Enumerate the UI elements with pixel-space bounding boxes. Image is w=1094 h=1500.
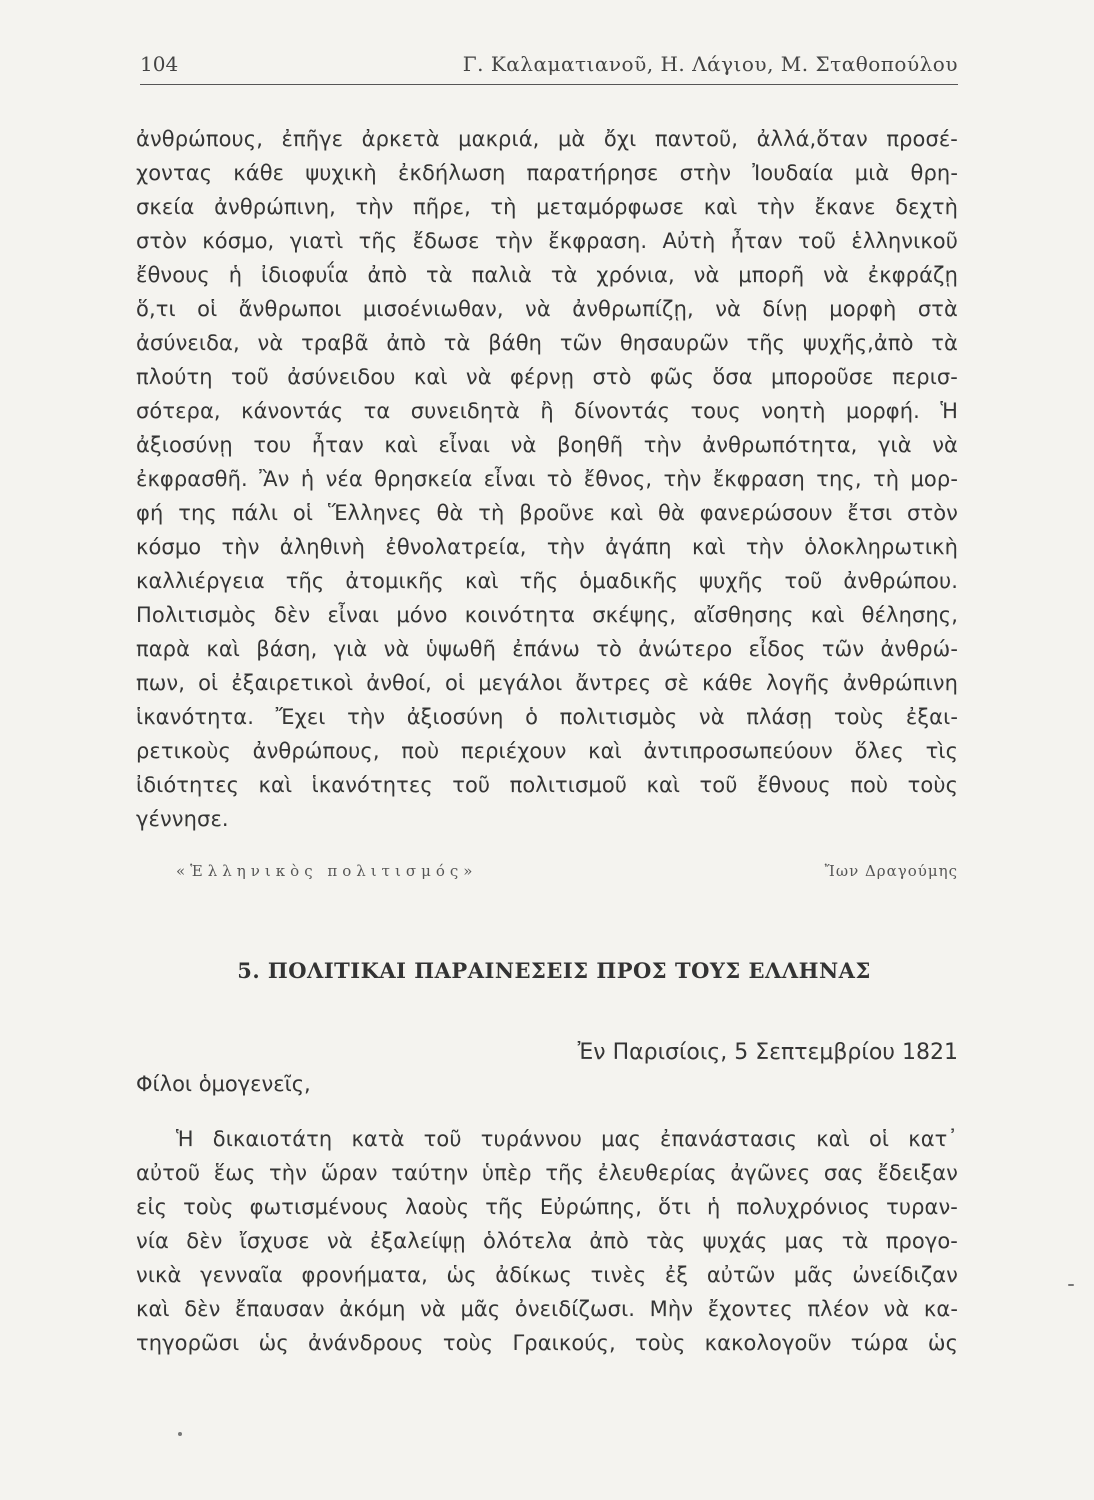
text-line: αὐτοῦ ἕως τὴν ὥραν ταύτην ὑπὲρ τῆς ἐλευθερίας ἀγῶνες σας ἔδειξαν <box>136 1161 958 1185</box>
attribution-work: «Ἑλληνικὸς πολιτισμός» <box>176 862 478 880</box>
text-line: ἀνθρώπους, ἐπῆγε ἀρκετὰ μακριά, μὰ ὄχι παντοῦ, ἀλλά,ὅταν προσέ- <box>136 127 958 151</box>
text-line: φή της πάλι οἱ Ἕλληνες θὰ τὴ βροῦνε καὶ θὰ φανερώσουν ἔτσι στὸν <box>136 501 958 525</box>
page-number: 104 <box>140 52 179 76</box>
text-line: ρετικοὺς ἀνθρώπους, ποὺ περιέχουν καὶ ἀντιπροσωπεύουν ὅλες τὶς <box>136 739 958 763</box>
dateline: Ἐν Παρισίοις, 5 Σεπτεμβρίου 1821 <box>577 1040 958 1065</box>
attribution-author: Ἴων Δραγούμης <box>824 862 958 880</box>
text-line: στὸν κόσμο, γιατὶ τῆς ἔδωσε τὴν ἔκφραση. Αὐτὴ ἦταν τοῦ ἑλληνικοῦ <box>136 229 958 253</box>
text-line: ἀξιοσύνῃ του ἦταν καὶ εἶναι νὰ βοηθῆ τὴν ἀνθρωπότητα, γιὰ νὰ <box>136 433 958 457</box>
text-line: καλλιέργεια τῆς ἀτομικῆς καὶ τῆς ὁμαδικῆς ψυχῆς τοῦ ἀνθρώπου. <box>136 569 958 593</box>
text-line: πλούτη τοῦ ἀσύνειδου καὶ νὰ φέρνῃ στὸ φῶς ὅσα μποροῦσε περισ- <box>136 365 958 389</box>
text-line: τηγορῶσι ὡς ἀνάνδρους τοὺς Γραικούς, τοὺς κακολογοῦν τώρα ὡς <box>136 1331 958 1355</box>
text-line: νικὰ γενναῖα φρονήματα, ὡς ἀδίκως τινὲς ἐξ αὐτῶν μᾶς ὠνείδιζαν <box>136 1263 958 1287</box>
running-head <box>140 44 958 84</box>
text-line: ἱκανότητα. Ἔχει τὴν ἀξιοσύνη ὁ πολιτισμὸς νὰ πλάσῃ τοὺς ἐξαι- <box>136 705 958 729</box>
running-title: Γ. Καλαματιανοῦ, Η. Λάγιου, Μ. Σταθοπούλου <box>462 52 958 76</box>
text-line: ἀσύνειδα, νὰ τραβᾶ ἀπὸ τὰ βάθη τῶν θησαυρῶν τῆς ψυχῆς,ἀπὸ τὰ <box>136 331 958 355</box>
text-line: κόσμο τὴν ἀληθινὴ ἐθνολατρεία, τὴν ἀγάπη καὶ τὴν ὁλοκληρωτικὴ <box>136 535 958 559</box>
header-rule <box>140 84 958 85</box>
text-line: εἰς τοὺς φωτισμένους λαοὺς τῆς Εὐρώπης, ὅτι ἡ πολυχρόνιος τυραν- <box>136 1195 958 1219</box>
text-line: ἔθνους ἡ ἰδιοφυΐα ἀπὸ τὰ παλιὰ τὰ χρόνια, νὰ μπορῆ νὰ ἐκφράζῃ <box>136 263 958 287</box>
ink-speck <box>1068 1284 1074 1286</box>
text-line: καὶ δὲν ἔπαυσαν ἀκόμη νὰ μᾶς ὀνειδίζωσι. Μὴν ἔχοντες πλέον νὰ κα- <box>136 1297 958 1321</box>
text-line: σότερα, κάνοντάς τα συνειδητὰ ἢ δίνοντάς τους νοητὴ μορφή. Ἡ <box>136 399 958 423</box>
text-line: γέννησε. <box>136 807 229 831</box>
text-line: νία δὲν ἴσχυσε νὰ ἐξαλείψῃ ὁλότελα ἀπὸ τὰς ψυχάς μας τὰ προγο- <box>136 1229 958 1253</box>
ink-speck <box>178 1432 182 1436</box>
text-line: παρὰ καὶ βάση, γιὰ νὰ ὑψωθῆ ἐπάνω τὸ ἀνώτερο εἶδος τῶν ἀνθρώ- <box>136 637 958 661</box>
attribution <box>176 858 958 888</box>
text-line: ἐκφρασθῆ. Ἂν ἡ νέα θρησκεία εἶναι τὸ ἔθνος, τὴν ἔκφραση της, τὴ μορ- <box>136 467 958 491</box>
text-line: ἰδιότητες καὶ ἱκανότητες τοῦ πολιτισμοῦ καὶ τοῦ ἔθνους ποὺ τοὺς <box>136 773 958 797</box>
salutation: Φίλοι ὁμογενεῖς, <box>136 1072 311 1096</box>
text-line: ὅ,τι οἱ ἄνθρωποι μισοένιωθαν, νὰ ἀνθρωπίζῃ, νὰ δίνῃ μορφὴ στὰ <box>136 297 958 321</box>
text-line: σκεία ἀνθρώπινη, τὴν πῆρε, τὴ μεταμόρφωσε καὶ τὴν ἔκανε δεχτὴ <box>136 195 958 219</box>
text-line: χοντας κάθε ψυχικὴ ἐκδήλωση παρατήρησε στὴν Ἰουδαία μιὰ θρη- <box>136 161 958 185</box>
text-line: Πολιτισμὸς δὲν εἶναι μόνο κοινότητα σκέψης, αἴσθησης καὶ θέλησης, <box>136 603 958 627</box>
section-heading: 5. ΠΟΛΙΤΙΚΑΙ ΠΑΡΑΙΝΕΣΕΙΣ ΠΡΟΣ ΤΟΥΣ ΕΛΛΗΝΑΣ <box>237 958 871 983</box>
text-line: Ἡ δικαιοτάτη κατὰ τοῦ τυράννου μας ἐπανάστασις καὶ οἱ κατ᾽ <box>176 1127 958 1151</box>
text-line: πων, οἱ ἐξαιρετικοὶ ἀνθοί, οἱ μεγάλοι ἄντρες σὲ κάθε λογῆς ἀνθρώπινη <box>136 671 958 695</box>
